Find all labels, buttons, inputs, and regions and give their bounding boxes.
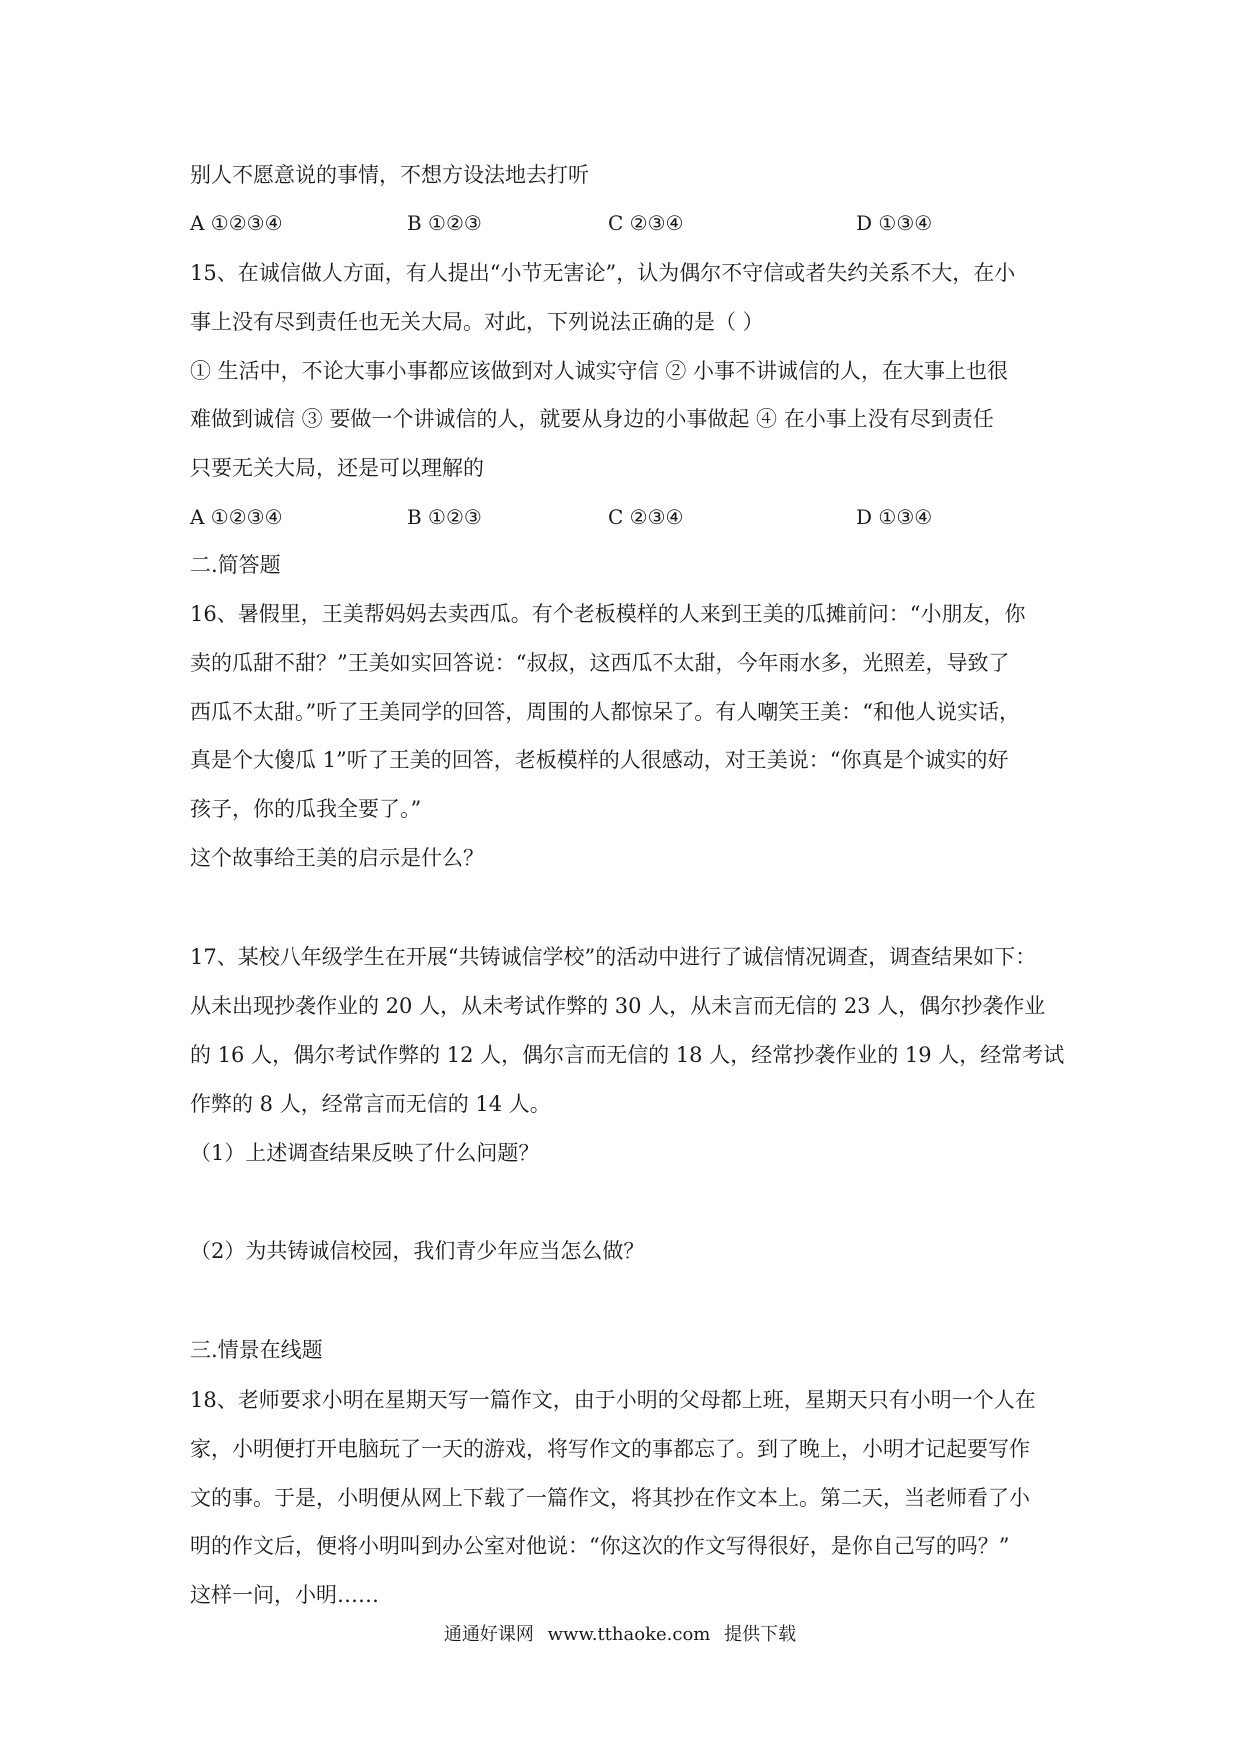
q14-tail: 别人不愿意说的事情，不想方设法地去打听 [190,163,589,187]
q18-line-4: 明的作文后，便将小明叫到办公室对他说：“你这次的作文写得很好，是你自己写的吗？” [190,1534,1010,1558]
q15-line-5: 只要无关大局，还是可以理解的 [190,456,484,480]
q14-option-b: B ①②③ [407,211,482,235]
q15-line-3: ① 生活中，不论大事小事都应该做到对人诚实守信 ② 小事不讲诚信的人，在大事上也很 [190,359,1009,383]
q14-option-a: A ①②③④ [190,211,283,235]
page-footer [0,1622,1240,1648]
q17-line-2: 从未出现抄袭作业的 20 人，从未考试作弊的 30 人，从未言而无信的 23 人，偶尔抄袭作业 [190,994,1046,1018]
q18-line-3: 文的事。于是，小明便从网上下载了一篇作文，将其抄在作文本上。第二天，当老师看了小 [190,1486,1030,1510]
q17-line-3: 的 16 人，偶尔考试作弊的 12 人，偶尔言而无信的 18 人，经常抄袭作业的 19 人，经常考试 [190,1043,1065,1067]
q15-line-2: 事上没有尽到责任也无关大局。对此，下列说法正确的是（ ） [190,310,764,334]
q15-line-4: 难做到诚信 ③ 要做一个讲诚信的人，就要从身边的小事做起 ④ 在小事上没有尽到责任 [190,407,994,431]
footer-suffix: 提供下载 [724,1624,797,1645]
q18-line-2: 家，小明便打开电脑玩了一天的游戏，将写作文的事都忘了。到了晚上，小明才记起要写作 [190,1437,1030,1461]
q17-line-1: 17、某校八年级学生在开展“共铸诚信学校”的活动中进行了诚信情况调查，调查结果如下： [190,945,1037,969]
q17-line-4: 作弊的 8 人，经常言而无信的 14 人。 [190,1092,551,1116]
q16-line-2: 卖的瓜甜不甜？”王美如实回答说：“叔叔，这西瓜不太甜，今年雨水多，光照差，导致了 [190,651,1010,675]
q15-option-c: C ②③④ [608,505,684,529]
q17-sub-1: （1）上述调查结果反映了什么问题？ [190,1141,540,1165]
q15-option-b: B ①②③ [407,505,482,529]
q16-line-4: 真是个大傻瓜 1”听了王美的回答，老板模样的人很感动，对王美说：“你真是个诚实的好 [190,748,1009,772]
footer-site-name: 通通好课网 [443,1624,534,1645]
section-2-title: 二.简答题 [190,553,281,577]
q15-line-1: 15、在诚信做人方面，有人提出“小节无害论”，认为偶尔不守信或者失约关系不大，在小 [190,261,1016,285]
q14-option-d: D ①③④ [856,211,933,235]
footer-url[interactable]: www.tthaoke.com [547,1624,711,1645]
q16-line-1: 16、暑假里，王美帮妈妈去卖西瓜。有个老板模样的人来到王美的瓜摊前问：“小朋友，你 [190,602,1026,626]
q17-sub-2: （2）为共铸诚信校园，我们青少年应当怎么做？ [190,1239,645,1263]
q15-option-d: D ①③④ [856,505,933,529]
q18-line-1: 18、老师要求小明在星期天写一篇作文，由于小明的父母都上班，星期天只有小明一个人在 [190,1388,1036,1412]
q18-line-5: 这样一问，小明…… [190,1583,379,1607]
q14-option-c: C ②③④ [608,211,684,235]
q15-option-a: A ①②③④ [190,505,283,529]
section-3-title: 三.情景在线题 [190,1338,323,1362]
q16-line-3: 西瓜不太甜。”听了王美同学的回答，周围的人都惊呆了。有人嘲笑王美：“和他人说实话， [190,700,1020,724]
q16-line-5: 孩子，你的瓜我全要了。” [190,797,422,821]
q16-question: 这个故事给王美的启示是什么？ [190,846,484,870]
